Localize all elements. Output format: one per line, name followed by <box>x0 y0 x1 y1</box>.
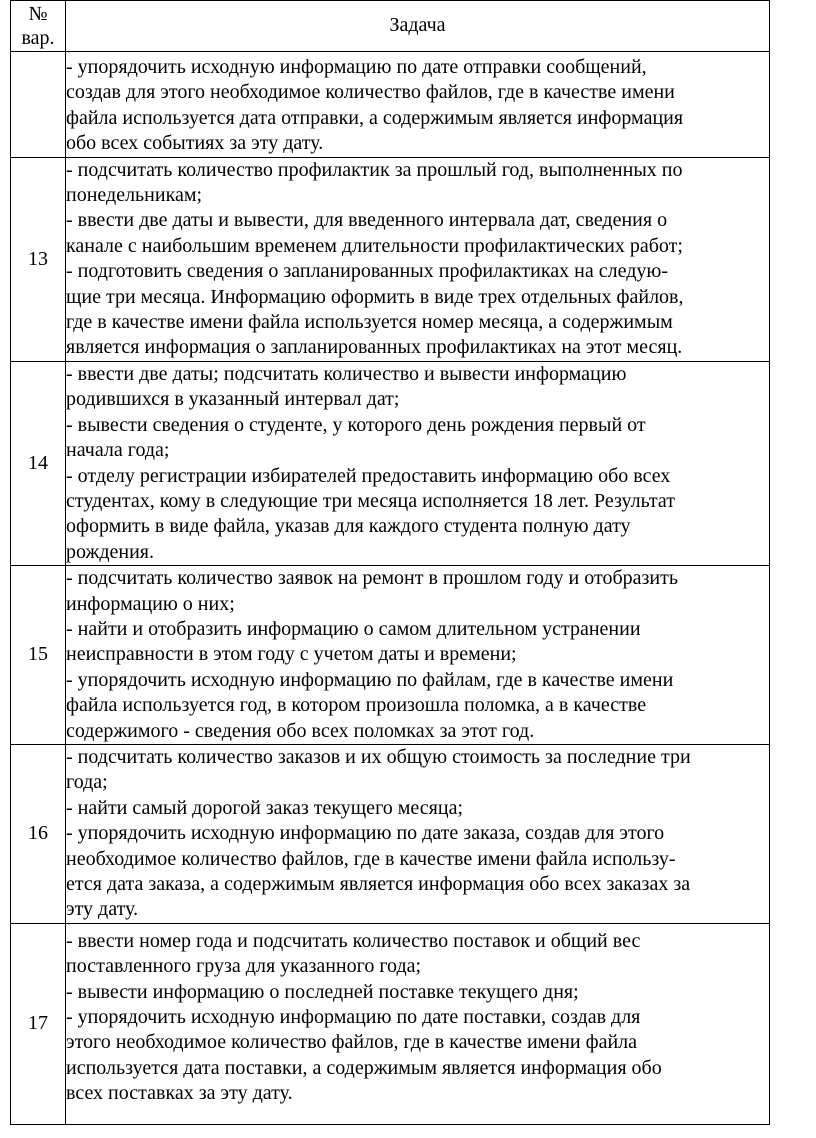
table-header-row <box>11 1 770 52</box>
task-line: года; <box>66 771 108 794</box>
task-line: неисправности в этом году с учетом даты и времени; <box>66 643 517 666</box>
task-line: ется дата заказа, а содержимым является информация обо всех заказах за <box>66 873 691 895</box>
task-line: понедельникам; <box>66 184 203 207</box>
task-cell <box>66 566 770 745</box>
task-line: канале с наибольшим временем длительности профилактических работ; <box>66 234 683 257</box>
task-line: студентах, кому в следующие три месяца исполняется 18 лет. Результат <box>66 489 676 512</box>
task-line: информацию о них; <box>66 592 235 615</box>
task-line: - упорядочить исходную информацию по дате заказа, создав для этого <box>66 822 665 845</box>
task-line: - ввести две даты и вывести, для введенного интервала дат, сведения о <box>66 209 668 232</box>
variant-number-header <box>11 1 66 52</box>
variant-number: 13 <box>11 157 66 361</box>
task-line: содержимого - сведения обо всех поломках за этот год. <box>66 719 535 742</box>
task-line: этого необходимое количество файлов, где в качестве имени файла <box>66 1031 638 1054</box>
task-line: - упорядочить исходную информацию по дате отправки сообщений, <box>66 56 647 78</box>
header-number-line-2: вар. <box>21 27 55 49</box>
tasks-table <box>10 0 770 1125</box>
task-line: - вывести информацию о последней поставке текущего дня; <box>66 980 579 1003</box>
task-line: эту дату. <box>66 898 139 921</box>
task-cell <box>66 923 770 1124</box>
task-cell <box>66 361 770 565</box>
variant-number: 17 <box>11 923 66 1124</box>
task-line: - подсчитать количество профилактик за прошлый год, выполненных по <box>66 158 683 181</box>
task-line: обо всех событиях за эту дату. <box>66 132 324 155</box>
table-row <box>11 52 770 158</box>
task-line: - найти и отобразить информацию о самом длительном устранении <box>66 617 641 640</box>
table-row <box>11 361 770 565</box>
variant-number: 15 <box>11 566 66 745</box>
task-line: - ввести две даты; подсчитать количество и вывести информацию <box>66 362 627 385</box>
task-line: - подсчитать количество заявок на ремонт в прошлом году и отобразить <box>66 567 678 590</box>
task-line: где в качестве имени файла используется номер месяца, а содержимым <box>66 311 673 334</box>
task-line: создав для этого необходимое количество файлов, где в качестве имени <box>66 81 675 104</box>
task-cell <box>66 744 770 923</box>
task-line: файла используется дата отправки, а содержимым является информация <box>66 106 684 129</box>
task-line: - упорядочить исходную информацию по дате поставки, создав для <box>66 1006 641 1029</box>
task-line: - упорядочить исходную информацию по файлам, где в качестве имени <box>66 668 674 691</box>
task-line: оформить в виде файла, указав для каждого студента полную дату <box>66 515 631 538</box>
task-line: - ввести номер года и подсчитать количество поставок и общий вес <box>66 929 641 952</box>
task-line: начала года; <box>66 439 170 462</box>
task-line: всех поставках за эту дату. <box>66 1082 293 1105</box>
task-line: необходимое количество файлов, где в качестве имени файла использу- <box>66 847 676 870</box>
task-line: - подготовить сведения о запланированных профилактиках на следую- <box>66 260 668 283</box>
variant-number <box>11 52 66 158</box>
task-line: рождения. <box>66 540 154 563</box>
task-line: родившихся в указанный интервал дат; <box>66 388 400 411</box>
table-row <box>11 744 770 923</box>
task-line: файла используется год, в котором произошла поломка, а в качестве <box>66 694 647 717</box>
header-number-line-1: № <box>28 3 48 25</box>
task-line: является информация о запланированных профилактиках на этот месяц. <box>66 336 683 359</box>
task-header: Задача <box>66 1 770 52</box>
task-line: - отделу регистрации избирателей предоставить информацию обо всех <box>66 464 671 487</box>
table-row <box>11 157 770 361</box>
task-cell <box>66 52 770 158</box>
variant-number: 14 <box>11 361 66 565</box>
table-row <box>11 923 770 1124</box>
table-row <box>11 566 770 745</box>
task-line: - вывести сведения о студенте, у которого день рождения первый от <box>66 413 646 436</box>
task-cell <box>66 157 770 361</box>
task-line: - подсчитать количество заказов и их общую стоимость за последние три <box>66 745 691 768</box>
task-line: поставленного груза для указанного года; <box>66 955 422 978</box>
task-line: используется дата поставки, а содержимым является информация обо <box>66 1056 662 1079</box>
task-line: щие три месяца. Информацию оформить в виде трех отдельных файлов, <box>66 285 684 308</box>
variant-number: 16 <box>11 744 66 923</box>
task-line: - найти самый дорогой заказ текущего месяца; <box>66 796 464 819</box>
